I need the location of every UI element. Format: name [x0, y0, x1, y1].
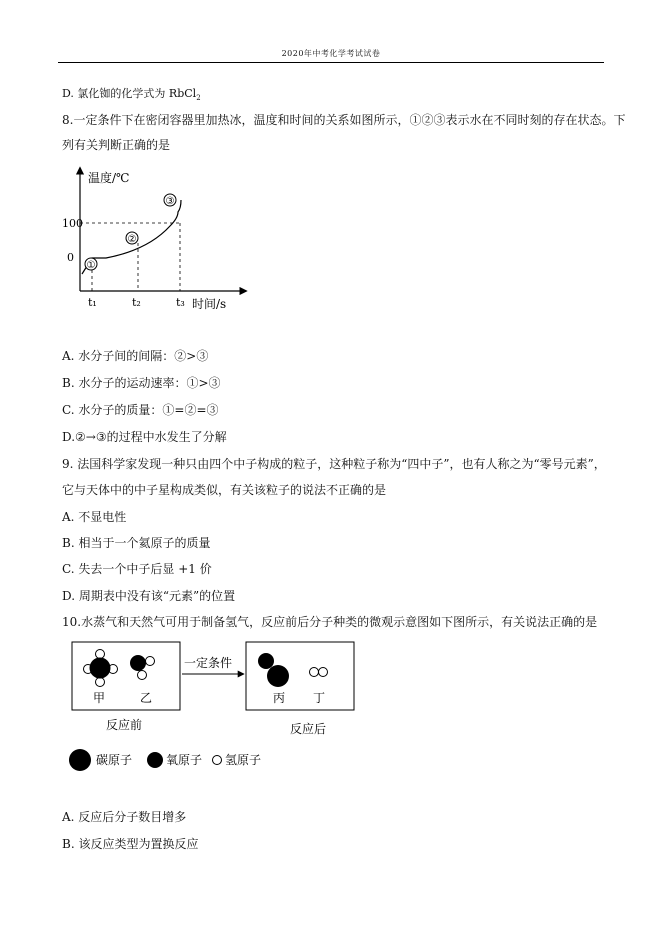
carbon-monoxide-molecule — [258, 653, 289, 687]
y-tick-0: 0 — [67, 251, 74, 264]
hydrogen-atom — [138, 671, 147, 680]
oxygen-atom — [258, 653, 274, 669]
before-label-jia: 甲 — [93, 691, 106, 705]
carbon-atom — [267, 665, 289, 687]
hydrogen-atom — [146, 657, 155, 666]
legend-carbon-label: 碳原子 — [96, 753, 133, 767]
hydrogen-atom — [96, 650, 105, 659]
q9-option-a: A. 不显电性 — [62, 510, 127, 524]
page-header: 2020年中考化学考试试卷 — [281, 49, 381, 58]
state-2-label: ② — [127, 234, 137, 245]
q8-option-d: D.②→③的过程中水发生了分解 — [62, 430, 227, 444]
legend-oxygen-label: 氧原子 — [166, 753, 203, 767]
before-caption: 反应前 — [106, 718, 143, 732]
temperature-time-graph — [58, 160, 258, 315]
header-divider — [58, 62, 604, 63]
q9-option-c: C. 失去一个中子后显 +1 价 — [62, 562, 212, 576]
hydrogen-molecule — [310, 668, 328, 677]
legend-carbon-icon — [69, 749, 91, 771]
oxygen-atom — [130, 655, 146, 671]
state-3-label: ③ — [165, 196, 175, 207]
q8-stem-line-1: 8.一定条件下在密闭容器里加热冰，温度和时间的关系如图所示，①②③表示水在不同时刻的存在状态。下 — [62, 113, 626, 127]
hydrogen-atom — [310, 668, 319, 677]
y-tick-100: 100 — [62, 217, 83, 230]
q8-option-a: A. 水分子间的间隔：②>③ — [62, 349, 209, 363]
x-tick-t3: t₃ — [176, 296, 185, 309]
q10-option-a: A. 反应后分子数目增多 — [62, 810, 187, 824]
q8-option-b: B. 水分子的运动速率：①>③ — [62, 376, 221, 390]
q9-option-d: D. 周期表中没有该“元素”的位置 — [62, 589, 236, 603]
after-caption: 反应后 — [290, 722, 327, 736]
reaction-condition: 一定条件 — [184, 656, 233, 670]
x-axis-label: 时间/s — [192, 297, 227, 311]
after-box — [246, 642, 354, 710]
water-molecule — [130, 655, 155, 680]
q10-option-b: B. 该反应类型为置换反应 — [62, 837, 199, 851]
q9-option-b: B. 相当于一个氦原子的质量 — [62, 536, 211, 550]
after-label-bing: 丙 — [273, 691, 286, 705]
reaction-diagram — [60, 636, 380, 776]
state-1-label: ① — [86, 260, 96, 271]
q10-stem: 10.水蒸气和天然气可用于制备氢气，反应前后分子种类的微观示意图如下图所示，有关说法正确的是 — [62, 615, 598, 629]
legend-hydrogen-icon — [213, 756, 222, 765]
legend-hydrogen-label: 氢原子 — [225, 753, 262, 767]
x-tick-t1: t₁ — [88, 296, 97, 309]
before-box — [72, 642, 180, 710]
q8-stem-line-2: 列有关判断正确的是 — [62, 138, 171, 152]
x-tick-t2: t₂ — [132, 296, 141, 309]
before-label-yi: 乙 — [140, 691, 153, 705]
methane-molecule — [84, 650, 118, 687]
after-label-ding: 丁 — [313, 691, 326, 705]
q9-stem-line-2: 它与天体中的中子星构成类似，有关该粒子的说法不正确的是 — [62, 483, 387, 497]
y-axis-label: 温度/℃ — [88, 171, 130, 185]
carbon-atom — [90, 658, 111, 679]
hydrogen-atom — [96, 678, 105, 687]
q9-stem-line-1: 9. 法国科学家发现一种只由四个中子构成的粒子，这种粒子称为“四中子”，也有人称之为“零号元素”， — [62, 457, 606, 471]
legend-oxygen-icon — [147, 752, 163, 768]
q7-option-d-text: D. 氯化铷的化学式为 RbCl — [62, 87, 197, 100]
hydrogen-atom — [319, 668, 328, 677]
q7-option-d-subscript: 2 — [196, 94, 201, 103]
q8-option-c: C. 水分子的质量：①=②=③ — [62, 403, 219, 417]
q7-option-d — [62, 88, 201, 102]
